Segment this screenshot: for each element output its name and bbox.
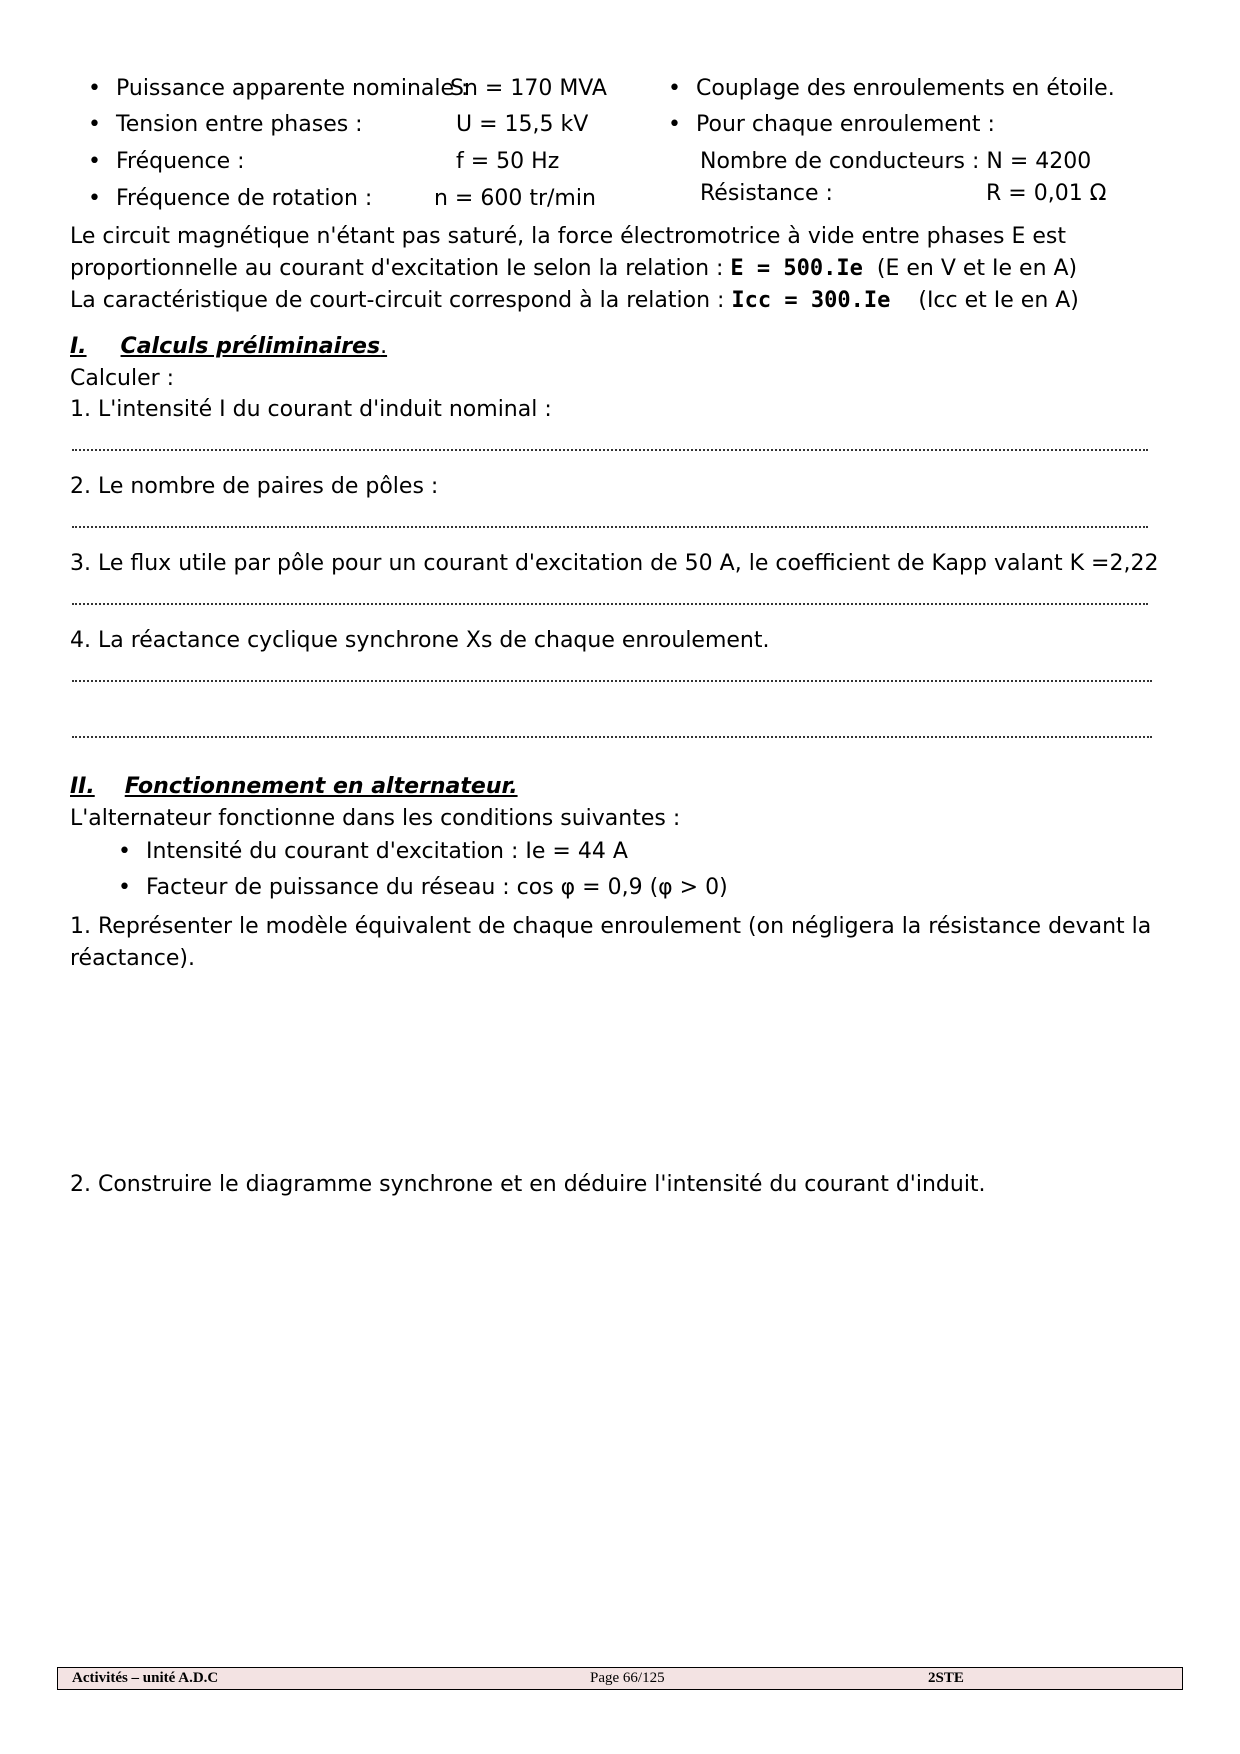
question-4: 4. La réactance cyclique synchrone Xs de chaque enroulement. (70, 628, 770, 653)
answer-line-4b[interactable] (72, 736, 1152, 738)
answer-line-4a[interactable] (72, 680, 1152, 682)
footer-activities: Activités – unité A.D.C (72, 1670, 219, 1686)
spec-frequency-label: • Fréquence : (116, 149, 245, 174)
question-1: 1. L'intensité I du courant d'induit nominal : (70, 397, 552, 422)
section-2-title: Fonctionnement en alternateur. (124, 774, 518, 799)
intro-line-2 (70, 256, 1077, 281)
page-footer (57, 1667, 1183, 1690)
section-2-question-1-line-2: réactance). (70, 946, 195, 971)
formula-emf: E = 500.Ie (730, 256, 863, 281)
section-2-question-1-line-1: 1. Représenter le modèle équivalent de chaque enroulement (on négligera la résistance devant la (70, 914, 1152, 939)
intro-line-1: Le circuit magnétique n'étant pas saturé, la force électromotrice à vide entre phases E est (70, 224, 1067, 249)
intro-line-3-units: (Icc et Ie en A) (918, 288, 1079, 313)
intro-line-2-text: proportionnelle au courant d'excitation Ie selon la relation : (70, 256, 731, 281)
spec-coupling: • Couplage des enroulements en étoile. (696, 76, 1115, 101)
calc-label: Calculer : (70, 366, 175, 391)
section-1-title: Calculs préliminaires (120, 334, 381, 359)
spec-voltage-value: U = 15,5 kV (456, 112, 589, 137)
spec-conductors: Nombre de conducteurs : N = 4200 (700, 149, 1092, 174)
footer-class: 2STE (928, 1670, 964, 1686)
condition-power-factor: • Facteur de puissance du réseau : cos φ = 0,9 (φ > 0) (146, 875, 728, 900)
section-2-number: II. (70, 774, 95, 799)
intro-line-3-text: La caractéristique de court-circuit correspond à la relation : (70, 288, 732, 313)
question-2: 2. Le nombre de paires de pôles : (70, 474, 439, 499)
answer-line-3[interactable] (72, 603, 1148, 605)
intro-line-2-units: (E en V et Ie en A) (876, 256, 1078, 281)
answer-line-2[interactable] (72, 526, 1148, 528)
condition-excitation: • Intensité du courant d'excitation : Ie = 44 A (146, 839, 628, 864)
spec-power-value: Sn = 170 MVA (450, 76, 607, 101)
intro-line-3 (70, 288, 1079, 313)
section-2-question-2: 2. Construire le diagramme synchrone et en déduire l'intensité du courant d'induit. (70, 1172, 986, 1197)
question-3: 3. Le flux utile par pôle pour un courant d'excitation de 50 A, le coefficient de Kapp valant K =2,22 (70, 551, 1159, 576)
spec-resistance-value: R = 0,01 Ω (986, 181, 1107, 206)
answer-line-1[interactable] (72, 449, 1148, 451)
footer-page-number: Page 66/125 (590, 1670, 665, 1686)
spec-frequency-value: f = 50 Hz (456, 149, 560, 174)
spec-rotation-value: n = 600 tr/min (434, 186, 596, 211)
section-1-heading: I. Calculs préliminaires. (70, 334, 388, 359)
spec-voltage-label: • Tension entre phases : (116, 112, 363, 137)
section-1-number: I. (70, 334, 87, 359)
section-2-heading (70, 774, 518, 799)
formula-short-circuit: Icc = 300.Ie (731, 288, 891, 313)
spec-resistance-label: Résistance : (700, 181, 833, 206)
spec-power-label: • Puissance apparente nominale : (116, 76, 468, 101)
spec-rotation-label: • Fréquence de rotation : (116, 186, 372, 211)
conditions-intro: L'alternateur fonctionne dans les conditions suivantes : (70, 806, 681, 831)
spec-per-winding: • Pour chaque enroulement : (696, 112, 995, 137)
